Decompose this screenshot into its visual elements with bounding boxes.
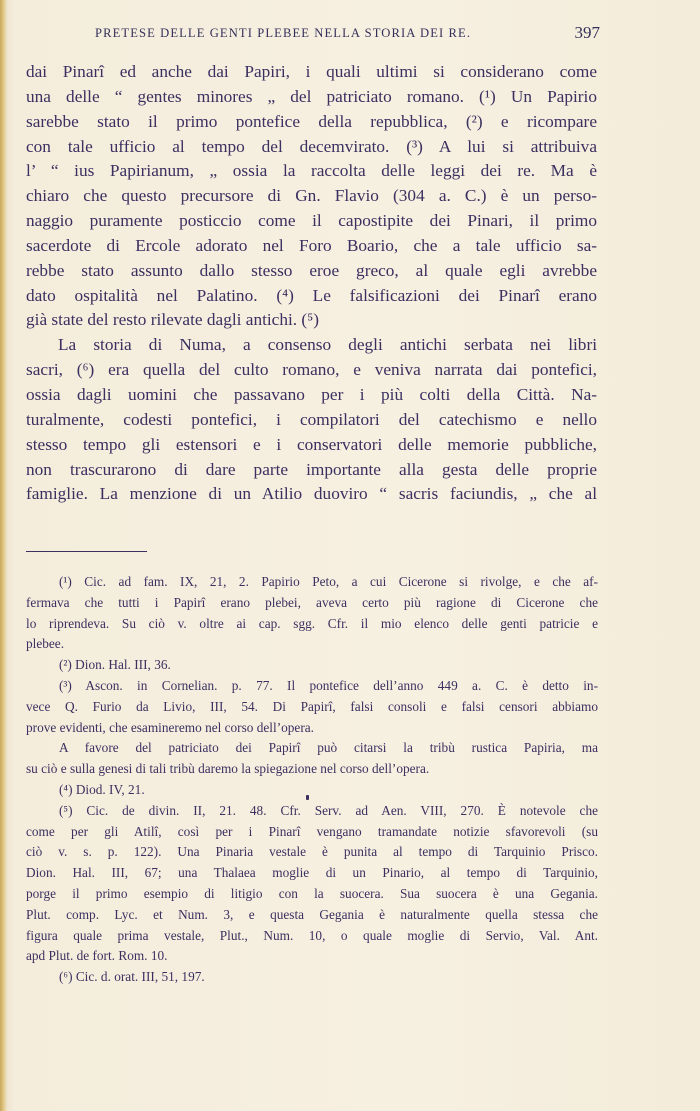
footnotes — [26, 572, 598, 988]
body-line: una delle “ gentes minores „ del patriciato romano. (¹) Un Papirio — [26, 86, 597, 106]
footnote-line: prove evidenti, che esamineremo nel corso dell’opera. — [26, 719, 314, 735]
body-line: sacerdote di Ercole adorato nel Foro Boario, che a tale ufficio sa- — [26, 235, 597, 255]
footnote-line: figura quale prima vestale, Plut., Num. 10, o quale moglie di Servio, Val. Ant. — [26, 927, 598, 943]
footnote-line: ciò v. s. p. 122). Una Pinaria vestale è punita al tempo di Tarquinio Prisco. — [26, 844, 598, 860]
body-line: La storia di Numa, a consenso degli antichi serbata nei libri — [58, 335, 597, 355]
footnote-line: vece Q. Furio da Livio, III, 54. Di Papirî, falsi consoli e falsi censori abbiamo — [26, 698, 598, 714]
body-line: dai Pinarî ed anche dai Papiri, i quali ultimi si considerano come — [26, 62, 597, 81]
body-line: sacri, (⁶) era quella del culto romano, e veniva narrata dai pontefici, — [26, 360, 597, 380]
footnote-line: lo riprendeva. Su ciò v. oltre ai cap. sgg. Cfr. il mio elenco delle genti patricie e — [26, 615, 598, 631]
ink-speck — [306, 795, 309, 800]
footnote-line: porge il primo esempio di litigio con la suocera. Sua suocera è una Gegania. — [26, 885, 598, 901]
footnote-line: plebee. — [26, 636, 65, 652]
body-line: con tale ufficio al tempo del decemvirato. (³) A lui si attribuiva — [26, 136, 597, 156]
body-line: famiglie. La menzione di un Atilio duoviro “ sacris faciundis, „ che al — [26, 484, 597, 504]
footnote-line: (¹) Cic. ad fam. IX, 21, 2. Papirio Peto, a cui Cicerone si rivolge, e che af- — [59, 574, 598, 589]
body-line: rebbe stato assunto dallo stesso eroe greco, al quale egli avrebbe — [26, 260, 597, 280]
footnote-line: su ciò e sulla genesi di tali tribù daremo la spiegazione nel corso dell’opera. — [26, 761, 430, 777]
footnote-line: (²) Dion. Hal. III, 36. — [59, 657, 171, 673]
body-line: stesso tempo gli estensori e i conservatori delle memorie pubbliche, — [26, 434, 597, 454]
footnote-line: Plut. comp. Lyc. et Num. 3, e questa Gegania è naturalmente quella stessa che — [26, 906, 598, 922]
footnote-line: (⁵) Cic. de divin. II, 21. 48. Cfr. Serv. ad Aen. VIII, 270. È notevole che — [59, 802, 598, 818]
footnote-line: (³) Ascon. in Cornelian. p. 77. Il pontefice dell’anno 449 a. C. è detto in- — [59, 677, 598, 693]
footnote-line: Dion. Hal. III, 67; una Thalaea moglie di un Pinario, al tempo di Tarquinio, — [26, 865, 598, 881]
footnote-line: A favore del patriciato dei Papirî può citarsi la tribù rustica Papiria, ma — [59, 740, 598, 756]
footnote-line: come per gli Atilî, così per i Pinarî vengano tramandate notizie sfavorevoli (su — [26, 823, 598, 839]
footnote-line: (⁴) Diod. IV, 21. — [59, 781, 145, 797]
footnote-line: (⁶) Cic. d. orat. III, 51, 197. — [59, 969, 205, 985]
page-number: 397 — [574, 23, 600, 42]
footnote-divider — [26, 551, 147, 552]
page-header — [95, 23, 600, 46]
body-line: già state del resto rilevate dagli antichi. (⁵) — [26, 310, 319, 330]
footnote-line: fermava che tutti i Papirî erano plebei, aveva certo più ragione di Cicerone che — [26, 594, 598, 610]
body-line: l’ “ ius Papirianum, „ ossia la raccolta delle leggi dei re. Ma è — [26, 161, 597, 181]
body-line: ossia dagli uomini che passavano per i più colti della Città. Na- — [26, 384, 597, 404]
body-line: chiaro che questo precursore di Gn. Flavio (304 a. C.) è un perso- — [26, 186, 597, 206]
body-line: sarebbe stato il primo pontefice della repubblica, (²) e ricompare — [26, 111, 597, 131]
body-text — [26, 60, 597, 507]
body-line: dato ospitalità nel Palatino. (⁴) Le falsificazioni dei Pinarî erano — [26, 285, 597, 305]
running-title: PRETESE DELLE GENTI PLEBEE NELLA STORIA DEI RE. — [95, 26, 472, 40]
body-line: naggio puramente posticcio come il capostipite dei Pinari, il primo — [26, 211, 597, 231]
footnote-line: apd Plut. de fort. Rom. 10. — [26, 948, 168, 964]
body-line: non trascurarono di dare parte importante alla gesta delle proprie — [26, 459, 597, 479]
body-line: turalmente, codesti pontefici, i compilatori del catechismo e nello — [26, 409, 597, 429]
page-spine-edge — [0, 0, 7, 1111]
